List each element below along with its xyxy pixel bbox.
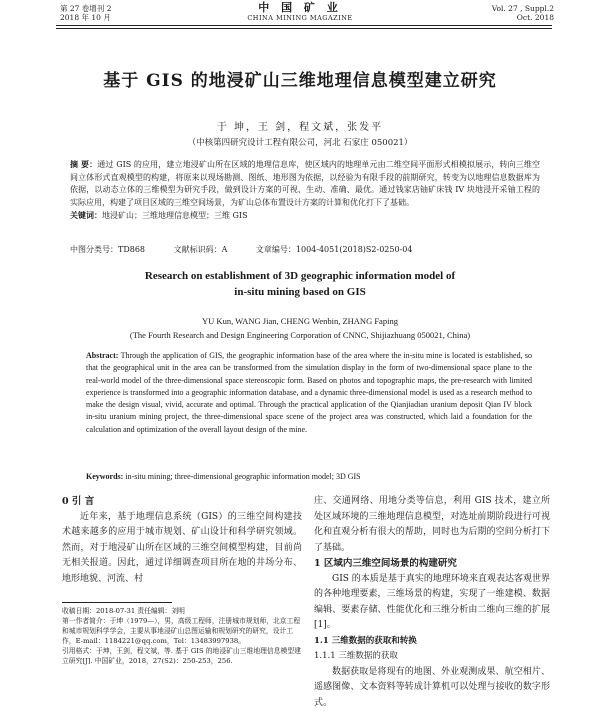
abstract-en bbox=[86, 350, 532, 436]
header-rule-thin bbox=[56, 28, 552, 29]
right-paragraph-2: GIS 的本质是基于真实的地理环境来直观表达客观世界的各种地理要素，三维场景的构建，实现了一维建模、数据编辑、要素存储、性能优化和三维分析由二维向三维的扩展[1]。 bbox=[314, 572, 550, 634]
abstract-en-label: Abstract: bbox=[86, 351, 118, 360]
footnote-rule bbox=[62, 602, 172, 603]
affiliation-en: (The Fourth Research and Design Engineering Corporation of CNNC, Shijiazhuang 050021, China) bbox=[0, 330, 600, 340]
running-header bbox=[0, 0, 600, 26]
body-column-left bbox=[62, 494, 302, 587]
paper-title-en-line1: Research on establishment of 3D geographic information model of bbox=[0, 268, 600, 284]
abstract-cn-label: 摘 要： bbox=[70, 159, 97, 169]
header-rule bbox=[56, 25, 552, 26]
subsection-heading-1-1: 1.1 三维数据的获取和转换 bbox=[314, 634, 550, 650]
paper-title-cn: 基于 GIS 的地浸矿山三维地理信息模型建立研究 bbox=[0, 66, 600, 91]
paper-title-en-line2: in-situ mining based on GIS bbox=[0, 284, 600, 300]
footnote-author-intro: 第一作者简介：于坤（1979—），男，高级工程师，注册城市规划师，北京工程和城市规划科学学会，主要从事地浸矿山总图运输和规划研究的研究，设计工作，E-mail：1184221@qq.com，Tel：13483997938。 bbox=[62, 616, 302, 646]
header-date-en: Oct. 2018 bbox=[492, 13, 554, 22]
abstract-cn bbox=[70, 158, 540, 223]
footnote bbox=[62, 606, 302, 666]
classification-line bbox=[70, 244, 438, 255]
abstract-cn-text: 通过 GIS 的应用，建立地浸矿山所在区域的地理信息库，使区域内的地理单元由二维空间平面形式相模拟展示，转向三维空间立体形式直观模型的构建，将原来以现场勘测、图纸、地形图为依据，以经验为有限手段的前期研究，转变为以地理信息数据库为依据，以动态立体的三维模型为研究手段，做到设计方案的可视、生动、准确、最优。通过钱家店铀矿床钱 IV 块地浸开采铀工程的实际应用，构建了项目区域的三维空间场景，为矿山总体布置设计方案的计算和优化打下了基础。 bbox=[70, 160, 540, 207]
section-heading-1: 1 区域内三维空间场景的构建研究 bbox=[314, 556, 550, 572]
keywords-cn-text: 地浸矿山；三维地理信息模型；三维 GIS bbox=[102, 211, 248, 220]
footnote-citation: 引用格式：于坤，王剑，程文斌，等. 基于 GIS 的地浸矿山三维地理信息模型建立研究[J]. 中国矿业，2018，27(S2)：250-253，256. bbox=[62, 646, 302, 666]
clc-number: 中图分类号：TD868 bbox=[70, 245, 145, 254]
paper-title-en bbox=[0, 268, 600, 300]
abstract-en-text: Through the application of GIS, the geographic information base of the area where the in-situ mine is located is established, so that the geographical unit in the area can be transformed from the simulation display in the form of two-dimensional space plane to the real-world model of the three-dimensional space stereoscopic form. Based on photos and topographic maps, the pre-research with limited experience is transformed into a geographic information database, and a dynamic three-dimensional model is used as a research method to make the design visual, vivid, accurate and optimal. Through the practical application of the Qianjiadian uranium deposit Qian IV block in-situ uranium mining project, the three-dimensional space scene of the project area was constructed, which laid a foundation for the calculation and optimization of the overall layout design of the mine. bbox=[86, 351, 532, 434]
article-id: 文章编号：1004-4051(2018)S2-0250-04 bbox=[256, 245, 413, 254]
header-volume-info-en bbox=[492, 4, 554, 22]
footnote-received: 收稿日期：2018-07-31 责任编辑：刘明 bbox=[62, 606, 302, 616]
journal-name-en: CHINA MINING MAGAZINE bbox=[0, 14, 600, 22]
keywords-en bbox=[86, 472, 532, 481]
header-volume-en: Vol. 27 , Suppl.2 bbox=[492, 4, 554, 13]
journal-name-cn: 中 国 矿 业 bbox=[0, 2, 600, 14]
document-code: 文献标识码：A bbox=[174, 245, 228, 254]
affiliation-cn: （中核第四研究设计工程有限公司，河北 石家庄 050021） bbox=[0, 136, 600, 148]
intro-paragraph: 近年来，基于地理信息系统（GIS）的三维空间构建技术越来越多的应用于城市规划、矿山设计和科学研究领域。然而，对于地浸矿山所在区域的三维空间模型构建，目前尚无相关报道。因此，通过详细调查项目所在地的井场分布、地形地貌、河流、村 bbox=[62, 510, 302, 588]
section-heading-intro: 0 引 言 bbox=[62, 494, 302, 510]
keywords-en-label: Keywords: bbox=[86, 472, 123, 481]
keywords-en-text: in-situ mining; three-dimensional geographic information model; 3D GIS bbox=[125, 472, 360, 481]
subsection-heading-1-1-1: 1.1.1 三维数据的获取 bbox=[314, 649, 550, 665]
header-volume: 第 27 卷增刊 2 bbox=[60, 4, 111, 13]
right-paragraph-1: 庄、交通网络、用地分类等信息，利用 GIS 技术，建立所处区域环境的三维地理信息模型，对选址前期阶段进行可视化和直观分析有很大的帮助，同时也为后期的空间分析打下了基础。 bbox=[314, 494, 550, 556]
authors-en: YU Kun, WANG Jian, CHENG Wenbin, ZHANG Faping bbox=[0, 316, 600, 326]
authors-cn: 于 坤，王 剑，程文斌，张发平 bbox=[0, 118, 600, 133]
right-paragraph-3: 数据获取是将现有的地图、外业观测成果、航空相片、遥感图像、文本资料等转成计算机可以处理与接收的数字形式。 bbox=[314, 665, 550, 711]
body-column-right bbox=[314, 494, 550, 711]
keywords-cn-label: 关键词： bbox=[70, 210, 102, 220]
header-date-cn: 2018 年 10 月 bbox=[60, 13, 111, 22]
